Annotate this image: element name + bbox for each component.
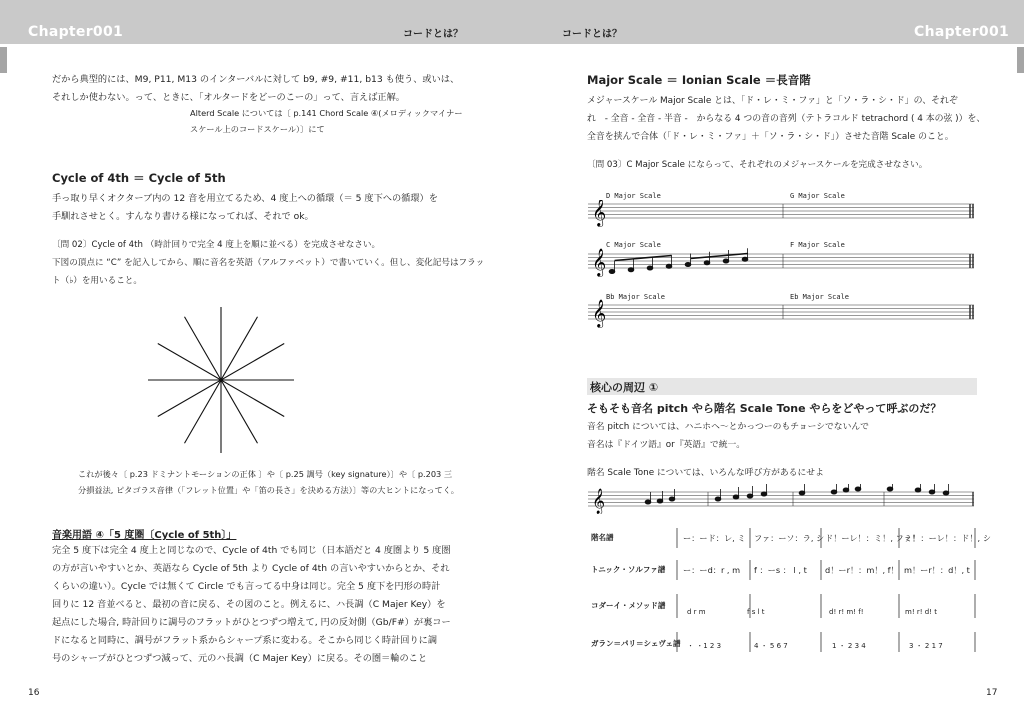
- note-head: [715, 497, 721, 501]
- note-head: [943, 491, 949, 495]
- note-head: [647, 266, 653, 270]
- major-paragraph: メジャースケール Major Scale とは、「ド・レ・ミ・ファ」と「ソ・ラ・シ・ド」の、それぞ れ - 全音 - 全音 - 半音 - からなる 4 つの音の音列（テトラコルド tetrachord ( 4 本の弦 )）を、 全音を挟んで合体（「ド・レ・ミ・ファ」＋「ソ・ラ・シ・ド」）させた音階 Scale のこと。: [587, 96, 986, 142]
- note-head: [799, 491, 805, 495]
- running-title-left: コードとは？: [403, 29, 463, 40]
- right-tab: [1017, 47, 1024, 73]
- table-dividers: [587, 526, 991, 656]
- core-bar: 核心の周辺 ①: [587, 378, 977, 395]
- table-row: トニック・ソルファ譜 ー：ーd：r , m f ：ーs ： l , t d！ーr！：m！, f！ m！ーr！：d！, t: [591, 565, 970, 575]
- cycle-paragraph: 手っ取り早くオクターブ内の 12 音を用立てるため、4 度上への循環（＝ 5 度下への循環）を 手馴れさせとく。すんなり書ける様になってれば、それで ok。: [52, 193, 438, 222]
- staff-label-eb: Eb Major Scale: [790, 293, 850, 301]
- note-head: [929, 490, 935, 494]
- treble-clef-icon: 𝄞: [592, 299, 607, 327]
- staff-label-g: G Major Scale: [790, 192, 845, 200]
- question-02: 〔問 02〕Cycle of 4th （時計回りで完全 4 度上を順に並べる）を完成させなさい。 下図の頂点に “C” を記入してから、順に音名を英語（アルファベット）で書いていく。但し、変化記号はフラッ ト（♭）を用いること。: [52, 240, 485, 286]
- table-row: ガラン＝パリ＝シェヴェ譜 ・ ・1 2 3 4 ・ 5 6 7 1 ・ 2 3 4 3 ・ 2 1 7: [591, 639, 943, 650]
- note-head: [887, 487, 893, 491]
- intro-paragraph: だから典型的には、M9, P11, M13 のインターバルに対して b9, #9, #11, b13 も使う、或いは、 それしか使わない。って、ときに、「オルタードをどーのこーの」って、言えば正解。: [52, 74, 460, 103]
- note-head: [645, 500, 651, 504]
- scale-staves: [588, 200, 976, 330]
- note-head: [609, 270, 615, 274]
- melody-staff: [588, 484, 976, 514]
- alterd-note: Alterd Scale については〔 p.141 Chord Scale ④(メロディックマイナー スケール上のコードスケール）〕にて: [190, 108, 463, 134]
- note-head: [704, 261, 710, 265]
- cycle-star-diagram: [146, 305, 296, 455]
- note-head: [915, 488, 921, 492]
- page-number-right: 17: [986, 688, 998, 698]
- note-head: [855, 487, 861, 491]
- header-bar: [0, 0, 1024, 44]
- chapter-left: Chapter001: [28, 24, 124, 40]
- major-heading: Major Scale ＝ Ionian Scale ＝長音階: [587, 73, 811, 87]
- treble-clef-icon: 𝄞: [592, 248, 607, 276]
- note-head: [723, 259, 729, 263]
- note-head: [761, 492, 767, 496]
- note-head: [742, 257, 748, 261]
- term-paragraph: 完全 5 度下は完全 4 度上と同じなので、Cycle of 4th でも同じ（日本語だと 4 度圏より 5 度圏 の方が言いやすいとか、英語なら Cycle of 5th より Cycle of 4th の言いやすいからとか、それ くらいの違い）。Cycle では無くて Circle でも言ってる中身は同じ。完全 5 度下を円形の時計 回りに 12 音並べると、最初の音に戻る、その図のこと。例えるに、ハ長調（C Majer Key）を 起点にした場合, 時計回りに調号のフラットがひとつずつ増えて, 円の反対側（Gb/F#）が裏コー ドになると同時に、調号がフラット系からシャープ系に変わる。そこから同じく時計回りに調 号のシャープがひとつずつ減って、元のハ長調（C Majer Key）に戻る。その圏＝輪のこと: [52, 545, 451, 664]
- note-head: [666, 264, 672, 268]
- table-row: コダーイ・メソッド譜 d r m f s l t d! r! m! f! m! r! d! t: [591, 601, 937, 616]
- scale-tone-intro: 階名 Scale Tone については、いろんな呼び方があるにせよ: [587, 468, 824, 478]
- term-heading: 音楽用語 ④「5 度圏〔Cycle of 5th〕」: [52, 530, 237, 541]
- staff-label-c: C Major Scale: [606, 241, 661, 249]
- beam: [615, 256, 672, 261]
- note-head: [685, 263, 691, 267]
- treble-clef-icon: 𝄞: [592, 489, 606, 514]
- page-number-left: 16: [28, 688, 40, 698]
- solfege-table: [587, 526, 991, 656]
- cycle-heading: Cycle of 4th ＝ Cycle of 5th: [52, 171, 226, 185]
- core-heading: そもそも音名 pitch やら階名 Scale Tone やらをどやって呼ぶのだ？: [587, 402, 942, 415]
- note-head: [747, 494, 753, 498]
- staff-label-d: D Major Scale: [606, 192, 661, 200]
- chapter-right: Chapter001: [914, 24, 1010, 40]
- note-head: [669, 497, 675, 501]
- core-paragraph: 音名 pitch については、ハニホヘ〜とかっつーのもチョーシでないんで 音名は『ドイツ語』or『英語』で統一。: [587, 422, 869, 450]
- staff-label-bb: Bb Major Scale: [606, 293, 666, 301]
- left-tab: [0, 47, 7, 73]
- note-head: [831, 490, 837, 494]
- table-row: 階名譜 ー：ード：レ, ミ ファ：ーソ：ラ, シ ド！ーレ！：ミ！, ファ！ ミ！：ーレ！：ド！, シ: [591, 533, 991, 543]
- treble-clef-icon: 𝄞: [592, 200, 607, 226]
- question-03: 〔問 03〕C Major Scale にならって、それぞれのメジャースケールを完成させなさい。: [587, 160, 928, 170]
- note-head: [733, 495, 739, 499]
- note-head: [628, 268, 634, 272]
- after-note: これが後々〔 p.23 ドミナントモーションの正体 〕や〔 p.25 調号（key signature）〕や〔 p.203 三 分損益法, ピタゴラス音律（「フレット位置」や「笛の長さ」を決める方法）〕等の大ヒントになってく。: [78, 469, 459, 495]
- running-title-right: コードとは？: [562, 29, 622, 40]
- note-head: [843, 488, 849, 492]
- note-head: [657, 499, 663, 503]
- staff-label-f: F Major Scale: [790, 241, 845, 249]
